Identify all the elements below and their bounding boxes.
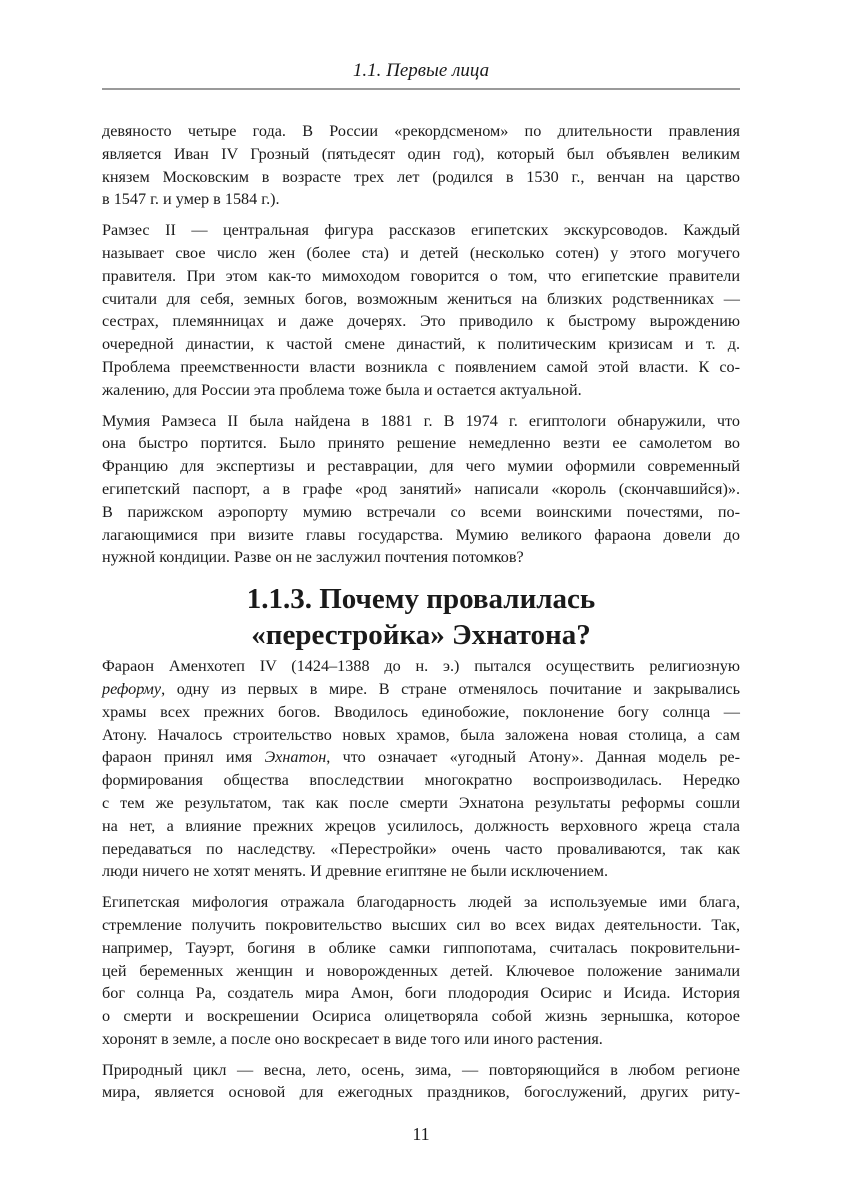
- paragraph: [102, 410, 740, 570]
- text-line: [102, 678, 740, 701]
- text-line: на нет, а влияние прежних жрецов усилилось, должность верховного жреца стала: [102, 816, 740, 835]
- text-segment: , что означает «угодный Атону». Данная модель ре-: [326, 748, 740, 767]
- text-line: Атону. Началось строительство новых храмов, была заложена новая столица, а сам: [102, 725, 740, 744]
- text-line: цей беременных женщин и новорожденных детей. Ключевое положение занимали: [102, 961, 740, 980]
- italic-term: Эхнатон: [264, 748, 327, 767]
- heading-line: «перестройка» Эхнатона?: [251, 619, 591, 652]
- text-line: считали для себя, земных богов, возможным жениться на близких родственниках —: [102, 289, 740, 308]
- paragraphs-after-heading: [102, 655, 740, 1104]
- text-line: мира, является основой для ежегодных праздников, богослужений, других риту-: [102, 1083, 740, 1102]
- text-line: хоронят в земле, а после оно воскресает в виде того или иного растения.: [102, 1029, 603, 1048]
- paragraph: [102, 1059, 740, 1105]
- text-line: стремление получить покровительство высших сил во всех видах деятельности. Так,: [102, 915, 740, 934]
- text-line: правителя. При этом как-то мимоходом говорится о том, что египетские правители: [102, 266, 740, 285]
- text-line: Фараон Аменхотеп IV (1424–1388 до н. э.) пытался осуществить религиозную: [102, 657, 740, 676]
- text-line: бог солнца Ра, создатель мира Амон, боги плодородия Осирис и Исида. История: [102, 984, 740, 1003]
- text-segment: , одну из первых в мире. В стране отменялось почитание и закрывались: [161, 679, 740, 698]
- text-line: является Иван IV Грозный (пятьдесят один год), который был объявлен великим: [102, 144, 740, 163]
- running-head: 1.1. Первые лица: [352, 60, 490, 81]
- text-line: жалению, для России эта проблема тоже была и остается актуальной.: [102, 380, 582, 399]
- text-line: Природный цикл — весна, лето, осень, зима, — повторяющийся в любом регионе: [102, 1060, 740, 1079]
- text-line: люди ничего не хотят менять. И древние египтяне не были исключением.: [102, 862, 609, 881]
- text-line: формирования общества впоследствии многократно воспроизводилась. Нередко: [102, 771, 740, 790]
- text-line: например, Тауэрт, богиня в облике самки гиппопотама, считалась покровительни-: [102, 938, 740, 957]
- text-line: в 1547 г. и умер в 1584 г.).: [102, 190, 280, 209]
- page-body: [102, 120, 740, 1112]
- text-line: Проблема преемственности власти возникла с появлением самой этой власти. К со-: [102, 357, 740, 376]
- section-heading: [102, 581, 740, 653]
- text-line: называет свое число жен (более ста) и детей (несколько сотен) у этого могучего: [102, 243, 740, 262]
- text-line: лагающимися при визите главы государства. Мумию великого фараона довели до: [102, 525, 740, 544]
- text-line: она быстро портится. Было принято решение немедленно везти ее самолетом во: [102, 434, 740, 453]
- header-rule: [102, 88, 740, 90]
- paragraph: [102, 655, 740, 883]
- text-line: нужной кондиции. Разве он не заслужил почтения потомков?: [102, 548, 524, 567]
- text-line: В парижском аэропорту мумию встречали со всеми воинскими почестями, по-: [102, 502, 740, 521]
- text-line: князем Московским в возрасте трех лет (родился в 1530 г., венчан на царство: [102, 167, 740, 186]
- text-line: Рамзес II — центральная фигура рассказов египетских экскурсоводов. Каждый: [102, 221, 740, 240]
- paragraph: [102, 219, 740, 401]
- text-line: сестрах, племянницах и даже дочерях. Это приводило к быстрому вырождению: [102, 312, 740, 331]
- paragraph: [102, 891, 740, 1051]
- text-line: Францию для экспертизы и реставрации, для чего мумии оформили современный: [102, 457, 740, 476]
- text-line: передаваться по наследству. «Перестройки» очень часто проваливаются, так как: [102, 839, 740, 858]
- heading-line: 1.1.3. Почему провалилась: [246, 583, 596, 616]
- text-line: египетский паспорт, а в графе «род занятий» написали «король (скончавшийся)».: [102, 479, 740, 498]
- text-line: очередной династии, к частой смене династий, к политическим кризисам и т. д.: [102, 335, 740, 354]
- text-line: с тем же результатом, так как после смерти Эхнатона результаты реформы сошли: [102, 793, 740, 812]
- text-line: о смерти и воскрешении Осириса олицетворяла собой жизнь зернышка, которое: [102, 1007, 740, 1026]
- paragraph: [102, 120, 740, 211]
- page-number: 11: [412, 1124, 430, 1144]
- text-line: храмы всех прежних богов. Вводилось единобожие, поклонение богу солнца —: [102, 702, 740, 721]
- text-segment: фараон принял имя: [102, 748, 265, 767]
- text-line: девяносто четыре года. В России «рекордсменом» по длительности правления: [102, 122, 740, 140]
- text-line: Египетская мифология отражала благодарность людей за используемые ими блага,: [102, 893, 740, 912]
- paragraphs-before-heading: [102, 120, 740, 569]
- italic-term: реформу: [102, 679, 162, 698]
- text-line: [102, 746, 740, 769]
- text-line: Мумия Рамзеса II была найдена в 1881 г. В 1974 г. египтологи обнаружили, что: [102, 411, 740, 430]
